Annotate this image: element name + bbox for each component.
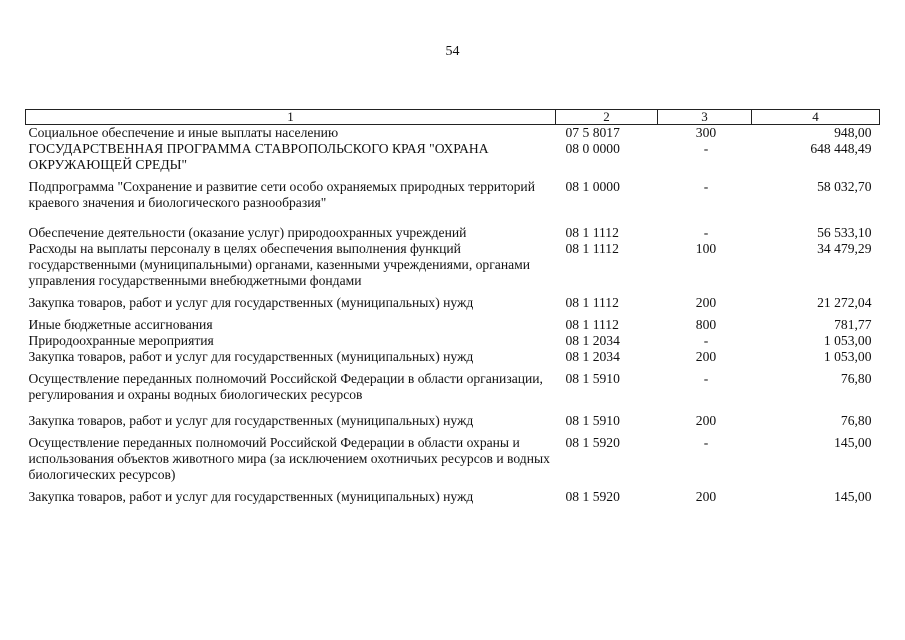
row-code: 08 1 2034 [565, 333, 620, 348]
row-type: 200 [695, 489, 717, 504]
row-code: 08 1 5910 [565, 413, 620, 428]
table-row [26, 179, 880, 225]
table-row [26, 225, 880, 241]
table-row [26, 371, 880, 413]
row-code: 08 1 5920 [565, 435, 620, 450]
row-name: Иные бюджетные ассигнования [28, 317, 213, 332]
row-code: 08 1 1112 [565, 317, 619, 332]
header-col-3: 3 [658, 110, 752, 125]
row-type: 200 [695, 349, 717, 364]
table-header-row [26, 110, 880, 125]
budget-table [25, 109, 880, 505]
row-amount: 1 053,00 [823, 349, 872, 364]
row-code: 08 1 1112 [565, 241, 619, 256]
header-col-2: 2 [556, 110, 658, 125]
table-row [26, 435, 880, 489]
row-type: 800 [695, 317, 717, 332]
row-code: 08 0 0000 [565, 141, 620, 156]
row-type: 300 [695, 125, 717, 140]
row-code: 08 1 2034 [565, 349, 620, 364]
row-amount: 948,00 [834, 125, 872, 140]
row-amount: 21 272,04 [817, 295, 872, 310]
page-number: 54 [445, 44, 460, 59]
row-code: 08 1 1112 [565, 225, 619, 240]
row-type: - [703, 225, 709, 240]
table-row [26, 413, 880, 435]
row-type: - [703, 435, 709, 450]
row-amount: 781,77 [834, 317, 872, 332]
row-type: - [703, 371, 709, 386]
row-name: Закупка товаров, работ и услуг для государственных (муниципальных) нужд [28, 295, 474, 310]
row-name: Закупка товаров, работ и услуг для государственных (муниципальных) нужд [28, 413, 474, 428]
row-amount: 58 032,70 [817, 179, 872, 194]
table-row [26, 317, 880, 333]
table-row [26, 489, 880, 505]
row-type: - [703, 333, 709, 348]
row-amount: 76,80 [840, 413, 872, 428]
row-code: 07 5 8017 [565, 125, 620, 140]
row-code: 08 1 5910 [565, 371, 620, 386]
table-row [26, 241, 880, 295]
row-name: Закупка товаров, работ и услуг для государственных (муниципальных) нужд [28, 349, 474, 364]
row-amount: 34 479,29 [817, 241, 872, 256]
row-name: Осуществление переданных полномочий Российской Федерации в области охраны и использования объектов животного мира (за исключением охотничьих ресурсов и водных биологических ресурсов) [28, 435, 550, 482]
row-type: 200 [695, 413, 717, 428]
row-code: 08 1 0000 [565, 179, 620, 194]
row-amount: 648 448,49 [810, 141, 872, 156]
row-amount: 1 053,00 [823, 333, 872, 348]
row-name: Осуществление переданных полномочий Российской Федерации в области организации, регулирования и охраны водных биологических ресурсов [28, 371, 543, 402]
row-code: 08 1 5920 [565, 489, 620, 504]
row-name: Природоохранные мероприятия [28, 333, 214, 348]
row-amount: 145,00 [834, 435, 872, 450]
row-name: ГОСУДАРСТВЕННАЯ ПРОГРАММА СТАВРОПОЛЬСКОГО КРАЯ "ОХРАНА ОКРУЖАЮЩЕЙ СРЕДЫ" [28, 141, 489, 172]
header-col-1: 1 [26, 110, 556, 125]
table-row [26, 349, 880, 371]
row-name: Закупка товаров, работ и услуг для государственных (муниципальных) нужд [28, 489, 474, 504]
row-type: 200 [695, 295, 717, 310]
table-row [26, 295, 880, 317]
table-row [26, 125, 880, 142]
row-name: Расходы на выплаты персоналу в целях обеспечения выполнения функций государственными (муниципальными) органами, казенными учреждениями, органами управления государственными внебюджетными фондами [28, 241, 531, 288]
row-type: - [703, 179, 709, 194]
row-amount: 56 533,10 [817, 225, 872, 240]
row-code: 08 1 1112 [565, 295, 619, 310]
table-row [26, 141, 880, 179]
header-col-4: 4 [752, 110, 880, 125]
row-name: Социальное обеспечение и иные выплаты населению [28, 125, 339, 140]
row-amount: 76,80 [840, 371, 872, 386]
row-type: 100 [695, 241, 717, 256]
row-type: - [703, 141, 709, 156]
row-name: Обеспечение деятельности (оказание услуг) природоохранных учреждений [28, 225, 467, 240]
row-amount: 145,00 [834, 489, 872, 504]
table-row [26, 333, 880, 349]
row-name: Подпрограмма "Сохранение и развитие сети особо охраняемых природных территорий краевого значения и биологического разнообразия" [28, 179, 535, 210]
